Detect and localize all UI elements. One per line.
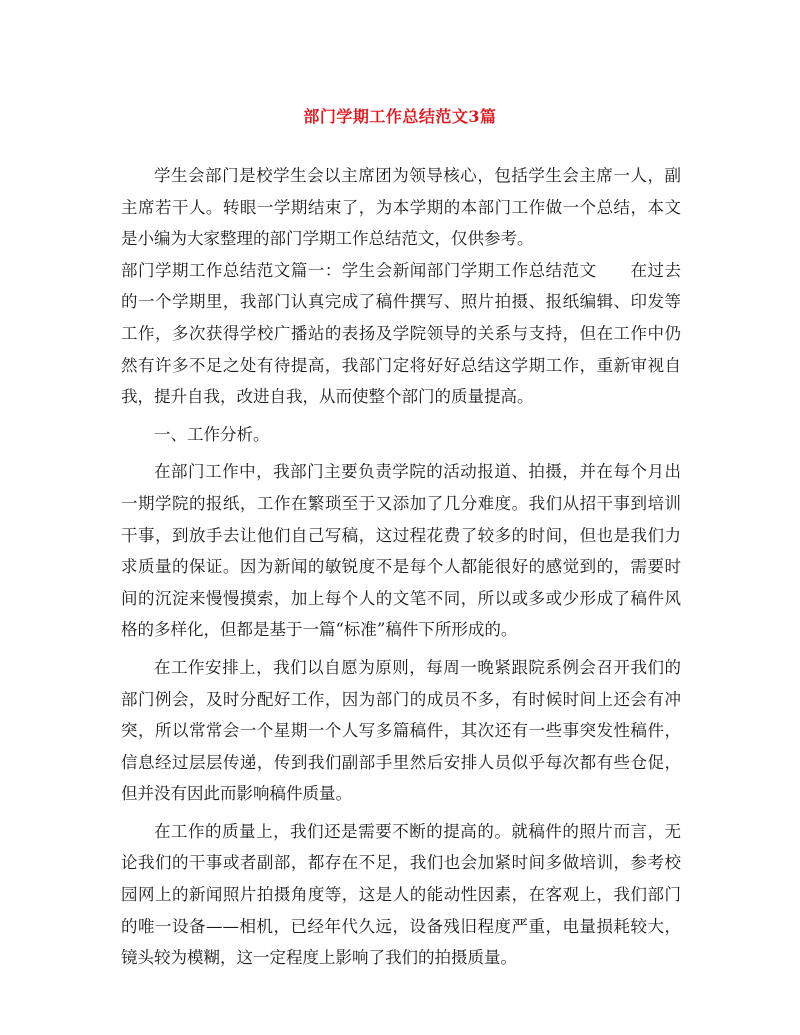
section-heading-paragraph: 部门学期工作总结范文篇一：学生会新闻部门学期工作总结范文 在过去的一个学期里，我部门认真完成了稿件撰写、照片拍摄、报纸编辑、印发等工作，多次获得学校广播站的表扬及学院领导的关系与支持，但在工作中仍然有许多不足之处有待提高，我部门定将好好总结这学期工作，重新审视自我，提升自我，改进自我，从而使整个部门的质量提高。 [121, 260, 681, 407]
body-paragraph: 在工作安排上，我们以自愿为原则，每周一晚紧跟院系例会召开我们的部门例会，及时分配好工作，因为部门的成员不多，有时候时间上还会有冲突，所以常常会一个星期一个人写多篇稿件，其次还有一些事突发性稿件，信息经过层层传递，传到我们副部手里然后安排人员似乎每次都有些仓促，但并没有因此而影响稿件质量。 [121, 657, 681, 804]
intro-paragraph: 学生会部门是校学生会以主席团为领导核心，包括学生会主席一人，副主席若干人。转眼一学期结束了，为本学期的本部门工作做一个总结，本文是小编为大家整理的部门学期工作总结范文，仅供参考。 [121, 166, 681, 249]
body-paragraph: 在部门工作中，我部门主要负责学院的活动报道、拍摄，并在每个月出一期学院的报纸，工作在繁琐至于又添加了几分难度。我们从招干事到培训干事，到放手去让他们自己写稿，这过程花费了较多的时间，但也是我们力求质量的保证。因为新闻的敏锐度不是每个人都能很好的感觉到的，需要时间的沉淀来慢慢摸索，加上每个人的文笔不同，所以或多或少形成了稿件风格的多样化，但都是基于一篇“标准”稿件下所形成的。 [121, 462, 681, 640]
subsection-heading: 一、工作分析。 [154, 424, 270, 444]
body-paragraph: 在工作的质量上，我们还是需要不断的提高的。就稿件的照片而言，无论我们的干事或者副部，都存在不足，我们也会加紧时间多做培训，参考校园网上的新闻照片拍摄角度等，这是人的能动性因素，在客观上，我们部门的唯一设备——相机，已经年代久远，设备残旧程度严重，电量损耗较大，镜头较为模糊，这一定程度上影响了我们的拍摄质量。 [121, 821, 681, 968]
document-body [121, 160, 681, 974]
document-title: 部门学期工作总结范文3篇 [303, 107, 497, 126]
